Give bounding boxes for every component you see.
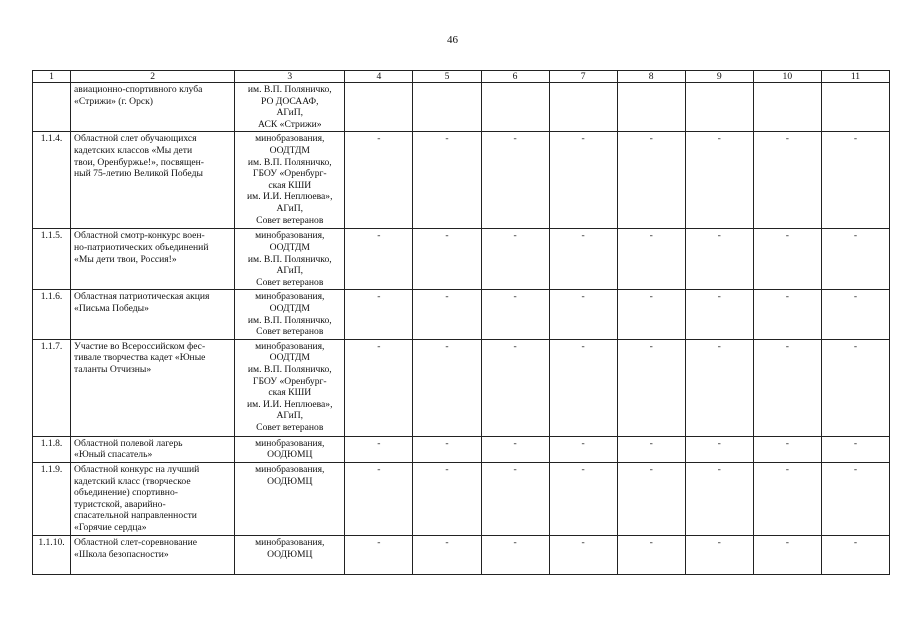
table-row	[33, 83, 890, 132]
value-cell-col-8: -	[617, 535, 685, 574]
executor-line: им. В.П. Поляничко,	[247, 84, 332, 95]
value-cell-col-6: -	[481, 462, 549, 535]
column-header-3: 3	[235, 71, 345, 83]
value-cell-col-7: -	[549, 436, 617, 462]
value-cell-col-4: -	[345, 535, 413, 574]
table-row	[33, 339, 890, 436]
event-title-line: Областной смотр-конкурс воен-	[74, 230, 205, 242]
value-cell-col-10: -	[753, 339, 821, 436]
executor-line: ГБОУ «Оренбург-	[252, 375, 327, 387]
value-cell-col-8: -	[617, 462, 685, 535]
event-title-line: Областной слет-соревнование	[74, 536, 198, 548]
value-cell-col-11: -	[821, 535, 889, 574]
event-title-line: Областной слет обучающихся	[74, 133, 197, 145]
column-header-6: 6	[481, 71, 549, 83]
value-cell-col-6: -	[481, 339, 549, 436]
value-cell-col-9: -	[685, 132, 753, 229]
value-cell-col-7: -	[549, 535, 617, 574]
value-cell-col-8: -	[617, 339, 685, 436]
event-title	[71, 339, 235, 436]
executors	[235, 229, 345, 290]
value-cell-col-10	[753, 83, 821, 132]
executor-line: минобразования,	[255, 536, 325, 548]
value-cell-col-5: -	[413, 535, 481, 574]
value-cell-col-7: -	[549, 229, 617, 290]
row-number: 1.1.5.	[33, 229, 71, 290]
column-header-7: 7	[549, 71, 617, 83]
executor-line: ООДЮМЦ	[267, 475, 313, 487]
value-cell-col-8: -	[617, 229, 685, 290]
executors	[235, 535, 345, 574]
value-cell-col-11: -	[821, 290, 889, 339]
executor-line: минобразования,	[255, 230, 325, 242]
column-header-8: 8	[617, 71, 685, 83]
executor-line: Совет ветеранов	[256, 214, 324, 226]
value-cell-col-6: -	[481, 229, 549, 290]
executor-line: Совет ветеранов	[256, 326, 324, 338]
plan-table	[32, 70, 890, 575]
header-row	[33, 71, 890, 83]
value-cell-col-6: -	[481, 535, 549, 574]
column-header-2: 2	[71, 71, 235, 83]
executor-line: Совет ветеранов	[256, 421, 324, 433]
table-row	[33, 436, 890, 462]
event-title-line: туристской, аварийно-	[74, 498, 166, 510]
event-title-line: «Юный спасатель»	[74, 449, 153, 461]
table-row	[33, 229, 890, 290]
value-cell-col-11: -	[821, 229, 889, 290]
value-cell-col-4: -	[345, 290, 413, 339]
event-title-line: кадетских классов «Мы дети	[74, 144, 193, 156]
event-title-line: «Письма Победы»	[74, 302, 149, 314]
event-title-line: спасательной направленности	[74, 510, 197, 522]
value-cell-col-4: -	[345, 339, 413, 436]
value-cell-col-10: -	[753, 229, 821, 290]
executor-line: АГиП,	[276, 202, 304, 214]
table-row	[33, 290, 890, 339]
executor-line: им. В.П. Поляничко,	[247, 363, 332, 375]
row-number: 1.1.10.	[33, 535, 71, 574]
executor-line: минобразования,	[255, 291, 325, 303]
executors	[235, 339, 345, 436]
value-cell-col-9: -	[685, 436, 753, 462]
executor-line: Совет ветеранов	[256, 276, 324, 288]
executor-line: АГиП,	[276, 265, 304, 277]
value-cell-col-5: -	[413, 132, 481, 229]
table-row	[33, 462, 890, 535]
value-cell-col-11: -	[821, 462, 889, 535]
event-title-line: «Школа безопасности»	[74, 548, 169, 560]
event-title-line: тивале творчества кадет «Юные	[74, 352, 206, 364]
page-number: 46	[447, 34, 458, 46]
value-cell-col-4: -	[345, 132, 413, 229]
executor-line: ская КШИ	[268, 179, 312, 191]
event-title	[71, 83, 235, 132]
executors	[235, 462, 345, 535]
value-cell-col-10: -	[753, 436, 821, 462]
column-header-11: 11	[821, 71, 889, 83]
value-cell-col-5: -	[413, 339, 481, 436]
table-row	[33, 132, 890, 229]
value-cell-col-10: -	[753, 132, 821, 229]
executors	[235, 436, 345, 462]
value-cell-col-11: -	[821, 339, 889, 436]
executor-line: ООДЮМЦ	[267, 449, 313, 461]
executor-line: РО ДОСААФ,	[261, 95, 319, 107]
event-title-line: авиационно-спортивного клуба	[74, 84, 203, 95]
value-cell-col-11	[821, 83, 889, 132]
event-title	[71, 290, 235, 339]
row-number	[33, 83, 71, 132]
value-cell-col-10: -	[753, 290, 821, 339]
value-cell-col-8: -	[617, 290, 685, 339]
column-header-1: 1	[33, 71, 71, 83]
executors	[235, 290, 345, 339]
event-title-line: «Мы дети твои, Россия!»	[74, 253, 177, 265]
row-number: 1.1.6.	[33, 290, 71, 339]
table-body	[33, 71, 890, 575]
value-cell-col-4: -	[345, 229, 413, 290]
value-cell-col-10: -	[753, 535, 821, 574]
executor-line: минобразования,	[255, 437, 325, 449]
value-cell-col-8: -	[617, 132, 685, 229]
row-number: 1.1.8.	[33, 436, 71, 462]
value-cell-col-10: -	[753, 462, 821, 535]
event-title-line: но-патриотических объединений	[74, 241, 209, 253]
event-title-line: кадетский класс (творческое	[74, 475, 191, 487]
executor-line: АСК «Стрижи»	[258, 118, 322, 130]
executor-line: ООДТДМ	[269, 352, 310, 364]
executor-line: АГиП,	[276, 410, 304, 422]
event-title-line: объединение) спортивно-	[74, 487, 178, 499]
event-title	[71, 462, 235, 535]
column-header-4: 4	[345, 71, 413, 83]
executor-line: им. В.П. Поляничко,	[247, 253, 332, 265]
column-header-10: 10	[753, 71, 821, 83]
executor-line: им. И.И. Неплюева»,	[247, 398, 333, 410]
value-cell-col-9	[685, 83, 753, 132]
event-title	[71, 436, 235, 462]
value-cell-col-8	[617, 83, 685, 132]
value-cell-col-6: -	[481, 290, 549, 339]
executors	[235, 132, 345, 229]
value-cell-col-5: -	[413, 436, 481, 462]
executor-line: минобразования,	[255, 463, 325, 475]
event-title-line: таланты Отчизны»	[74, 363, 152, 375]
executor-line: ООДТДМ	[269, 144, 310, 156]
executor-line: ская КШИ	[268, 387, 312, 399]
executor-line: минобразования,	[255, 133, 325, 145]
value-cell-col-9: -	[685, 462, 753, 535]
value-cell-col-7	[549, 83, 617, 132]
event-title	[71, 229, 235, 290]
executor-line: минобразования,	[255, 340, 325, 352]
event-title-line: «Стрижи» (г. Орск)	[74, 95, 153, 107]
executor-line: ООДЮМЦ	[267, 548, 313, 560]
executor-line: АГиП,	[276, 107, 304, 119]
row-number: 1.1.9.	[33, 462, 71, 535]
table-row	[33, 535, 890, 574]
column-header-9: 9	[685, 71, 753, 83]
value-cell-col-6: -	[481, 132, 549, 229]
event-title-line: Участие во Всероссийском фес-	[74, 340, 206, 352]
event-title	[71, 132, 235, 229]
value-cell-col-11: -	[821, 436, 889, 462]
executor-line: ООДТДМ	[269, 302, 310, 314]
value-cell-col-9: -	[685, 535, 753, 574]
executor-line: им. В.П. Поляничко,	[247, 156, 332, 168]
event-title-line: твои, Оренбуржье!», посвящен-	[74, 156, 204, 168]
value-cell-col-6: -	[481, 436, 549, 462]
row-number: 1.1.4.	[33, 132, 71, 229]
value-cell-col-7: -	[549, 132, 617, 229]
row-number: 1.1.7.	[33, 339, 71, 436]
value-cell-col-4	[345, 83, 413, 132]
event-title-line: Областная патриотическая акция	[74, 291, 210, 303]
column-header-5: 5	[413, 71, 481, 83]
value-cell-col-9: -	[685, 290, 753, 339]
event-title	[71, 535, 235, 574]
value-cell-col-8: -	[617, 436, 685, 462]
value-cell-col-9: -	[685, 339, 753, 436]
value-cell-col-7: -	[549, 339, 617, 436]
value-cell-col-4: -	[345, 436, 413, 462]
value-cell-col-5	[413, 83, 481, 132]
event-title-line: Областной полевой лагерь	[74, 437, 183, 449]
value-cell-col-7: -	[549, 290, 617, 339]
event-title-line: Областной конкурс на лучший	[74, 463, 200, 475]
event-title-line: «Горячие сердца»	[74, 521, 147, 533]
value-cell-col-5: -	[413, 462, 481, 535]
value-cell-col-7: -	[549, 462, 617, 535]
event-title-line: ный 75-летию Великой Победы	[74, 168, 203, 180]
executor-line: им. В.П. Поляничко,	[247, 314, 332, 326]
executors	[235, 83, 345, 132]
executor-line: ООДТДМ	[269, 241, 310, 253]
executor-line: им. И.И. Неплюева»,	[247, 191, 333, 203]
value-cell-col-6	[481, 83, 549, 132]
value-cell-col-9: -	[685, 229, 753, 290]
value-cell-col-5: -	[413, 290, 481, 339]
value-cell-col-11: -	[821, 132, 889, 229]
executor-line: ГБОУ «Оренбург-	[252, 168, 327, 180]
value-cell-col-4: -	[345, 462, 413, 535]
value-cell-col-5: -	[413, 229, 481, 290]
